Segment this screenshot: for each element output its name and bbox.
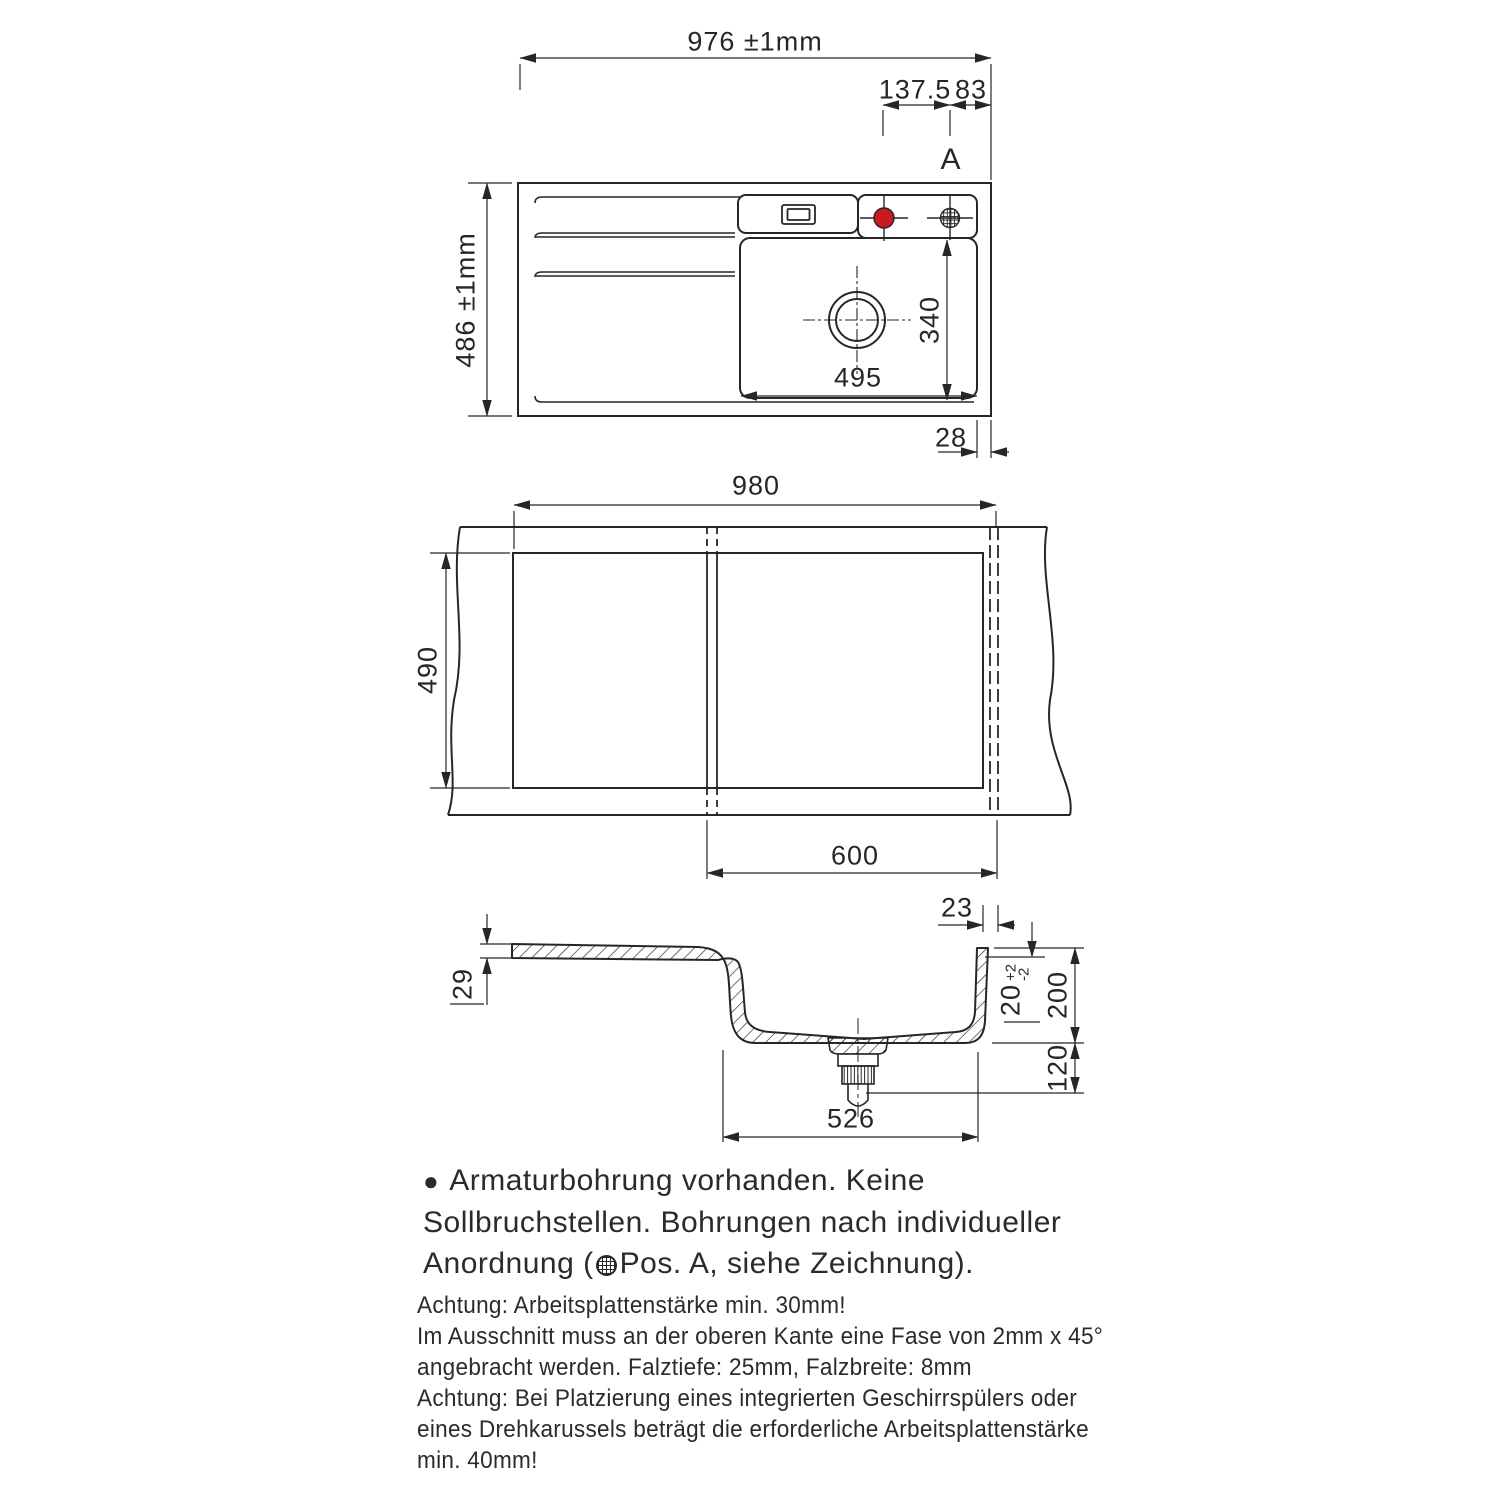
- rebate-hidden-lines: [990, 527, 998, 815]
- dim-bowl-depth-label: 200: [1042, 970, 1073, 1020]
- note-line2: Sollbruchstellen. Bohrungen nach individueller: [423, 1206, 1062, 1239]
- dim-cutout-depth-label: 490: [412, 645, 443, 695]
- dim-hole-offset-label: 137.5: [878, 74, 952, 105]
- faucet-hole-marker: [860, 195, 908, 241]
- dim-drain-height-label: 120: [1042, 1043, 1073, 1093]
- drain-trap-icon: [828, 1018, 888, 1117]
- position-a-label: A: [940, 143, 962, 176]
- caution-line: Achtung: Bei Platzierung eines integrierten Geschirrspülers oder: [417, 1385, 1078, 1412]
- caution-line: Achtung: Arbeitsplattenstärke min. 30mm!: [417, 1292, 846, 1319]
- bullet-icon: ●: [423, 1166, 440, 1196]
- dim-edge-gap-label: 28: [934, 422, 968, 453]
- caution-line: Im Ausschnitt muss an der oberen Kante eine Fase von 2mm x 45°: [417, 1323, 1104, 1350]
- break-line-left: [448, 527, 460, 815]
- dim-overall-width-label: 976 ±1mm: [687, 26, 823, 57]
- overflow-icon: [782, 205, 815, 224]
- note-line3: Anordnung ( Pos. A, siehe Zeichnung).: [423, 1247, 974, 1280]
- drainboard-grooves: [535, 197, 974, 402]
- caution-note: [417, 1290, 1131, 1476]
- dim-overall-depth-label: 486 ±1mm: [450, 232, 481, 368]
- dim-basin-width-label: 495: [833, 362, 883, 393]
- cutout-view: [448, 527, 1071, 815]
- faucet-deck-left: [738, 195, 858, 233]
- note-paragraph: [423, 1160, 1143, 1284]
- caution-line: min. 40mm!: [417, 1447, 538, 1474]
- cabinet-boundary-lines: [707, 527, 717, 815]
- drain-icon: [803, 266, 911, 374]
- cutout-dimensions: [430, 505, 1015, 932]
- dim-rebate-label: 23: [940, 892, 974, 923]
- dim-bowl-outer-width-label: 526: [826, 1103, 876, 1134]
- section-view: [512, 944, 988, 1117]
- dim-step-label: 20 +2 -2: [995, 963, 1033, 1017]
- break-line-right: [1045, 527, 1071, 815]
- caution-line: eines Drehkarussels beträgt die erforderliche Arbeitsplattenstärke: [417, 1416, 1089, 1443]
- note-line1: Armaturbohrung vorhanden. Keine: [449, 1164, 926, 1197]
- section-body: [512, 944, 988, 1043]
- dim-basin-length-label: 340: [914, 295, 945, 345]
- hatched-circle-icon: [596, 1255, 617, 1276]
- dim-rim-height-label: 29: [447, 967, 478, 1001]
- dim-cabinet-width-label: 600: [830, 840, 880, 871]
- dim-hole-edge-label: 83: [954, 74, 988, 105]
- cutout-outline: [513, 553, 983, 788]
- position-a-hole-icon: [927, 196, 973, 240]
- dim-cutout-width-label: 980: [731, 470, 781, 501]
- caution-line: angebracht werden. Falztiefe: 25mm, Falzbreite: 8mm: [417, 1354, 972, 1381]
